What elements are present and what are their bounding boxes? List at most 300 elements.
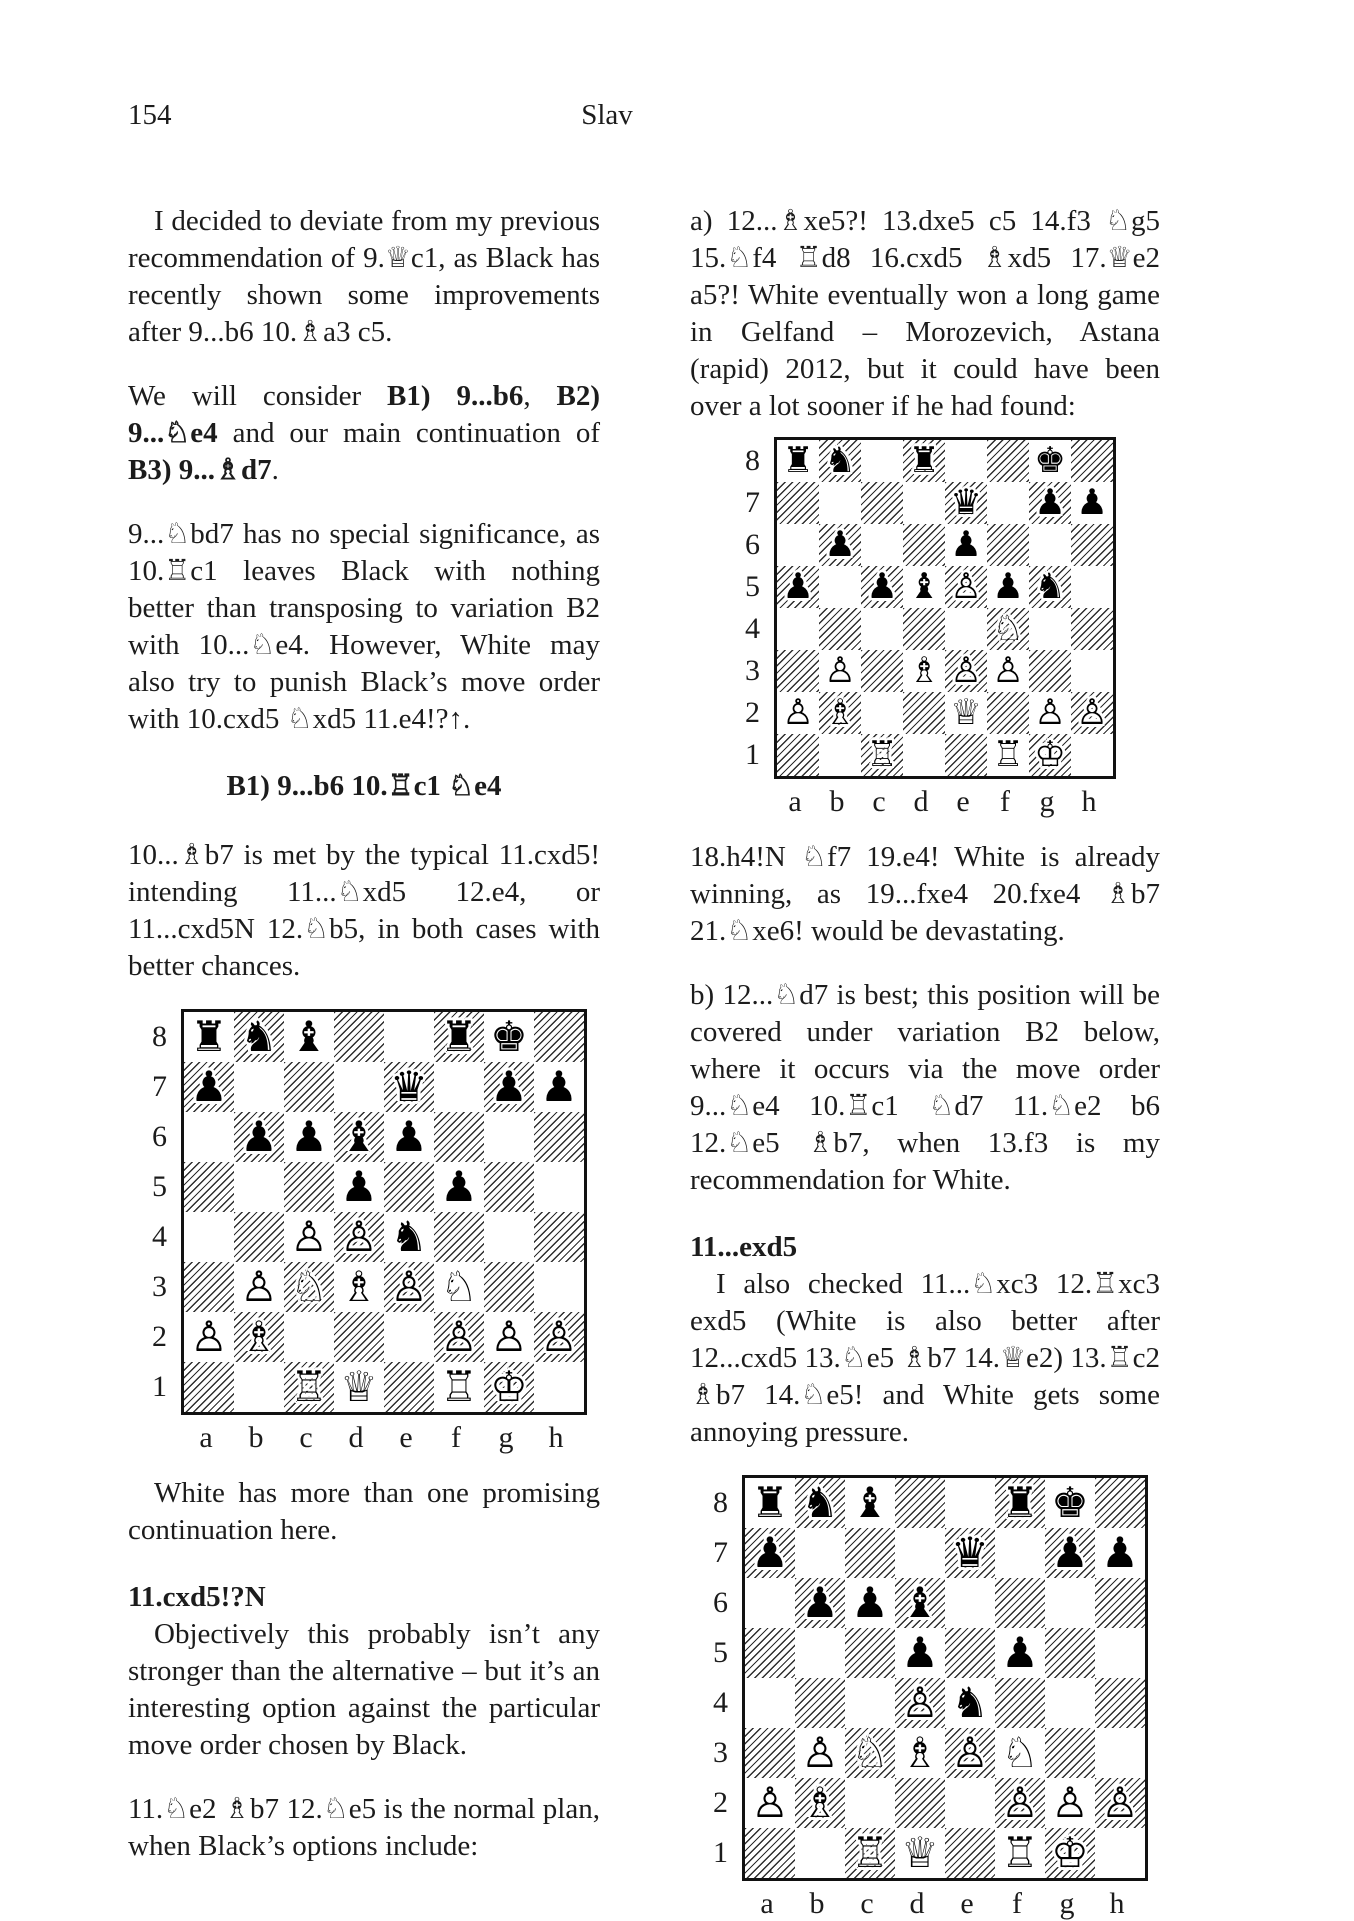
file-label: c: [299, 1421, 313, 1454]
square-c8: [845, 1478, 895, 1528]
square-b2: [819, 692, 861, 734]
square-h4: [1071, 608, 1113, 650]
black-pawn-icon: ♟: [190, 1062, 228, 1111]
square-b4: [234, 1212, 284, 1262]
rank-labels: [702, 1475, 742, 1881]
rank-labels: [141, 1009, 181, 1415]
white-pawn-icon: ♙: [1001, 1778, 1039, 1827]
file-label: h: [548, 1421, 564, 1454]
file-label: g: [1039, 785, 1055, 818]
black-queen-icon: ♛: [950, 482, 982, 524]
black-pawn-icon: ♟: [390, 1112, 428, 1161]
white-pawn-icon: ♙: [950, 650, 982, 692]
white-rook-icon: ♖: [440, 1362, 478, 1411]
square-c1: [284, 1362, 334, 1412]
text-run: 10...♗b7 is met by the typical 11.cxd5! intending 11...♘xd5 12.e4, or 11...cxd5N 12.♘b5, in both cases with better chances.: [128, 839, 600, 982]
square-c6: [284, 1112, 334, 1162]
square-h5: [534, 1162, 584, 1212]
square-f3: [987, 650, 1029, 692]
square-a8: [745, 1478, 795, 1528]
square-a1: [745, 1828, 795, 1878]
square-f5: [434, 1162, 484, 1212]
text-run: I decided to deviate from my previous recommendation of 9.♕c1, as Black has recently shown some improvements after 9...b6 10.♗a3 c5.: [128, 205, 600, 348]
black-queen-icon: ♛: [390, 1062, 428, 1111]
square-f7: [995, 1528, 1045, 1578]
square-h2: [1071, 692, 1113, 734]
square-a3: [777, 650, 819, 692]
square-g6: [1045, 1578, 1095, 1628]
white-pawn-icon: ♙: [782, 692, 814, 734]
square-h1: [1095, 1828, 1145, 1878]
square-c8: [861, 440, 903, 482]
chess-board: [742, 1475, 1148, 1881]
square-b6: [795, 1578, 845, 1628]
square-f6: [434, 1112, 484, 1162]
square-e1: [945, 734, 987, 776]
square-g4: [1029, 608, 1071, 650]
rank-label: 3: [152, 1270, 167, 1303]
bold-text-run: 11.cxd5!?N: [128, 1581, 266, 1613]
rank-label: 8: [745, 444, 760, 477]
square-a4: [184, 1212, 234, 1262]
white-queen-icon: ♕: [340, 1362, 378, 1411]
square-b6: [234, 1112, 284, 1162]
black-knight-icon: ♞: [824, 440, 856, 482]
diagram-grid: [702, 1475, 1148, 1921]
square-a6: [184, 1112, 234, 1162]
square-f8: [995, 1478, 1045, 1528]
square-b8: [819, 440, 861, 482]
white-bishop-icon: ♗: [908, 650, 940, 692]
square-d3: [895, 1728, 945, 1778]
square-a8: [777, 440, 819, 482]
text-run: We will consider: [128, 380, 388, 412]
text-run: .: [271, 454, 279, 486]
chess-board: [774, 437, 1116, 779]
black-pawn-icon: ♟: [992, 566, 1024, 608]
bold-text-run: B1) 9...b6 10.♖c1 ♘e4: [226, 770, 502, 802]
square-h7: [1071, 482, 1113, 524]
white-bishop-icon: ♗: [901, 1728, 939, 1777]
black-knight-icon: ♞: [801, 1478, 839, 1527]
black-queen-icon: ♛: [951, 1528, 989, 1577]
bold-text-run: B1) 9...b6: [387, 380, 524, 412]
square-b4: [819, 608, 861, 650]
white-bishop-icon: ♗: [801, 1778, 839, 1827]
square-b4: [795, 1678, 845, 1728]
paragraph: [128, 837, 600, 985]
square-b7: [819, 482, 861, 524]
square-e1: [384, 1362, 434, 1412]
white-rook-icon: ♖: [866, 734, 898, 776]
text-run: Objectively this probably isn’t any stronger than the alternative – but it’s an interesting option against the particular move order chosen by Black.: [128, 1618, 600, 1761]
white-pawn-icon: ♙: [390, 1262, 428, 1311]
square-d6: [895, 1578, 945, 1628]
square-f4: [995, 1678, 1045, 1728]
square-a1: [777, 734, 819, 776]
square-e4: [945, 608, 987, 650]
diagram-grid: [141, 1009, 587, 1455]
section-heading: [128, 1579, 600, 1616]
square-f2: [995, 1778, 1045, 1828]
black-pawn-icon: ♟: [782, 566, 814, 608]
paragraph: [128, 1616, 600, 1764]
square-g2: [1045, 1778, 1095, 1828]
square-f7: [434, 1062, 484, 1112]
square-a7: [745, 1528, 795, 1578]
square-f5: [995, 1628, 1045, 1678]
black-knight-icon: ♞: [1034, 566, 1066, 608]
white-pawn-icon: ♙: [290, 1212, 328, 1261]
square-g1: [484, 1362, 534, 1412]
rank-label: 7: [152, 1070, 167, 1103]
square-e3: [384, 1262, 434, 1312]
square-f1: [987, 734, 1029, 776]
square-b7: [795, 1528, 845, 1578]
black-pawn-icon: ♟: [240, 1112, 278, 1161]
black-rook-icon: ♜: [782, 440, 814, 482]
square-f1: [995, 1828, 1045, 1878]
square-b5: [819, 566, 861, 608]
text-run: 18.h4!N ♘f7 19.e4! White is already winning, as 19...fxe4 20.fxe4 ♗b7 21.♘xe6! would be devastating.: [690, 841, 1160, 947]
square-b3: [234, 1262, 284, 1312]
square-d2: [903, 692, 945, 734]
black-king-icon: ♚: [1034, 440, 1066, 482]
square-b7: [234, 1062, 284, 1112]
square-h5: [1095, 1628, 1145, 1678]
file-labels: [742, 1887, 1148, 1921]
white-pawn-icon: ♙: [901, 1678, 939, 1727]
black-pawn-icon: ♟: [1051, 1528, 1089, 1577]
square-c7: [845, 1528, 895, 1578]
white-knight-icon: ♘: [290, 1262, 328, 1311]
square-b3: [795, 1728, 845, 1778]
rank-label: 8: [152, 1020, 167, 1053]
square-g4: [1045, 1678, 1095, 1728]
black-rook-icon: ♜: [190, 1012, 228, 1061]
square-f8: [987, 440, 1029, 482]
white-pawn-icon: ♙: [1034, 692, 1066, 734]
black-bishop-icon: ♝: [340, 1112, 378, 1161]
file-label: a: [199, 1421, 213, 1454]
white-bishop-icon: ♗: [240, 1312, 278, 1361]
white-rook-icon: ♖: [290, 1362, 328, 1411]
white-pawn-icon: ♙: [824, 650, 856, 692]
square-c3: [861, 650, 903, 692]
square-c4: [861, 608, 903, 650]
black-pawn-icon: ♟: [901, 1628, 939, 1677]
square-h4: [1095, 1678, 1145, 1728]
black-rook-icon: ♜: [440, 1012, 478, 1061]
square-b8: [234, 1012, 284, 1062]
square-d3: [903, 650, 945, 692]
square-a3: [745, 1728, 795, 1778]
black-pawn-icon: ♟: [1076, 482, 1108, 524]
square-d4: [903, 608, 945, 650]
file-label: b: [809, 1887, 825, 1920]
paragraph: [690, 839, 1160, 950]
white-pawn-icon: ♙: [490, 1312, 528, 1361]
square-e7: [945, 1528, 995, 1578]
paragraph: [128, 516, 600, 738]
paragraph: [128, 203, 600, 351]
square-h4: [534, 1212, 584, 1262]
square-d8: [334, 1012, 384, 1062]
bold-text-run: B3) 9...♗d7: [128, 454, 272, 486]
rank-label: 5: [152, 1170, 167, 1203]
square-c6: [861, 524, 903, 566]
rank-labels: [734, 437, 774, 779]
square-a7: [184, 1062, 234, 1112]
section-heading: [690, 1229, 1160, 1266]
square-g5: [1045, 1628, 1095, 1678]
square-f4: [434, 1212, 484, 1262]
square-f6: [995, 1578, 1045, 1628]
square-h6: [1095, 1578, 1145, 1628]
file-label: f: [1000, 785, 1010, 818]
black-pawn-icon: ♟: [540, 1062, 578, 1111]
square-c7: [284, 1062, 334, 1112]
file-label: d: [913, 785, 929, 818]
square-a6: [745, 1578, 795, 1628]
square-f2: [434, 1312, 484, 1362]
rank-label: 2: [745, 696, 760, 729]
square-g1: [1045, 1828, 1095, 1878]
square-e5: [945, 1628, 995, 1678]
square-a4: [777, 608, 819, 650]
paragraph: [128, 1475, 600, 1549]
square-d2: [334, 1312, 384, 1362]
file-label: d: [909, 1887, 925, 1920]
square-h5: [1071, 566, 1113, 608]
square-b5: [795, 1628, 845, 1678]
white-pawn-icon: ♙: [540, 1312, 578, 1361]
file-labels: [774, 785, 1116, 819]
file-label: f: [1012, 1887, 1022, 1920]
square-g8: [1029, 440, 1071, 482]
white-rook-icon: ♖: [992, 734, 1024, 776]
file-label: e: [399, 1421, 413, 1454]
paragraph: [690, 1266, 1160, 1451]
black-knight-icon: ♞: [951, 1678, 989, 1727]
black-rook-icon: ♜: [1001, 1478, 1039, 1527]
white-king-icon: ♔: [1051, 1828, 1089, 1877]
left-column: [128, 0, 600, 1865]
square-e7: [945, 482, 987, 524]
square-e5: [384, 1162, 434, 1212]
rank-label: 1: [713, 1836, 728, 1869]
file-label: a: [760, 1887, 774, 1920]
black-pawn-icon: ♟: [801, 1578, 839, 1627]
white-king-icon: ♔: [490, 1362, 528, 1411]
white-pawn-icon: ♙: [951, 1728, 989, 1777]
black-bishop-icon: ♝: [908, 566, 940, 608]
white-knight-icon: ♘: [440, 1262, 478, 1311]
black-pawn-icon: ♟: [950, 524, 982, 566]
section-heading: [128, 768, 600, 805]
square-g6: [1029, 524, 1071, 566]
paragraph: [128, 378, 600, 489]
black-pawn-icon: ♟: [1101, 1528, 1139, 1577]
white-pawn-icon: ♙: [801, 1728, 839, 1777]
file-label: g: [498, 1421, 514, 1454]
square-g6: [484, 1112, 534, 1162]
text-run: 11.♘e2 ♗b7 12.♘e5 is the normal plan, when Black’s options include:: [128, 1793, 600, 1862]
file-label: e: [956, 785, 970, 818]
rank-label: 5: [745, 570, 760, 603]
file-label: e: [960, 1887, 974, 1920]
black-pawn-icon: ♟: [866, 566, 898, 608]
square-d4: [895, 1678, 945, 1728]
square-a2: [184, 1312, 234, 1362]
black-pawn-icon: ♟: [440, 1162, 478, 1211]
file-label: h: [1081, 785, 1097, 818]
square-c5: [861, 566, 903, 608]
square-e7: [384, 1062, 434, 1112]
square-c2: [284, 1312, 334, 1362]
square-f2: [987, 692, 1029, 734]
square-g7: [1029, 482, 1071, 524]
square-g2: [1029, 692, 1071, 734]
white-rook-icon: ♖: [851, 1828, 889, 1877]
file-label: b: [248, 1421, 264, 1454]
paragraph: [690, 203, 1160, 425]
rank-label: 4: [152, 1220, 167, 1253]
square-d7: [895, 1528, 945, 1578]
page-number: 154: [128, 99, 172, 131]
white-pawn-icon: ♙: [190, 1312, 228, 1361]
text-run: b) 12...♘d7 is best; this position will be covered under variation B2 below, where it occurs via the move order 9...♘e4 10.♖c1 ♘d7 11.♘e2 b6 12.♘e5 ♗b7, when 13.f3 is my recommendation for White.: [690, 979, 1160, 1196]
square-c3: [845, 1728, 895, 1778]
white-pawn-icon: ♙: [1101, 1778, 1139, 1827]
square-f3: [995, 1728, 1045, 1778]
white-pawn-icon: ♙: [751, 1778, 789, 1827]
white-rook-icon: ♖: [1001, 1828, 1039, 1877]
black-bishop-icon: ♝: [901, 1578, 939, 1627]
square-f1: [434, 1362, 484, 1412]
rank-label: 6: [745, 528, 760, 561]
rank-label: 8: [713, 1486, 728, 1519]
rank-label: 7: [713, 1536, 728, 1569]
square-e8: [945, 1478, 995, 1528]
file-label: c: [872, 785, 886, 818]
square-g8: [484, 1012, 534, 1062]
square-a5: [184, 1162, 234, 1212]
white-pawn-icon: ♙: [340, 1212, 378, 1261]
square-g3: [1045, 1728, 1095, 1778]
square-d5: [903, 566, 945, 608]
square-g7: [484, 1062, 534, 1112]
square-a8: [184, 1012, 234, 1062]
black-rook-icon: ♜: [908, 440, 940, 482]
square-b1: [234, 1362, 284, 1412]
square-e2: [384, 1312, 434, 1362]
square-f8: [434, 1012, 484, 1062]
square-e4: [384, 1212, 434, 1262]
square-d7: [334, 1062, 384, 1112]
square-e1: [945, 1828, 995, 1878]
square-g3: [484, 1262, 534, 1312]
white-pawn-icon: ♙: [1076, 692, 1108, 734]
square-h6: [1071, 524, 1113, 566]
rank-label: 2: [713, 1786, 728, 1819]
square-d3: [334, 1262, 384, 1312]
square-a6: [777, 524, 819, 566]
square-d8: [903, 440, 945, 482]
rank-label: 1: [745, 738, 760, 771]
rank-label: 1: [152, 1370, 167, 1403]
square-b1: [819, 734, 861, 776]
running-head: Slav: [581, 99, 633, 131]
square-c6: [845, 1578, 895, 1628]
white-bishop-icon: ♗: [340, 1262, 378, 1311]
black-bishop-icon: ♝: [851, 1478, 889, 1527]
text-run: 9...♘bd7 has no special significance, as 10.♖c1 leaves Black with nothing better than transposing to variation B2 with 10...♘e4. However, White may also try to punish Black’s move order with 10.cxd5 ♘xd5 11.e4!?↑.: [128, 518, 600, 735]
bold-text-run: 11...exd5: [690, 1231, 798, 1263]
white-queen-icon: ♕: [901, 1828, 939, 1877]
black-pawn-icon: ♟: [340, 1162, 378, 1211]
square-g5: [484, 1162, 534, 1212]
square-b1: [795, 1828, 845, 1878]
black-bishop-icon: ♝: [290, 1012, 328, 1061]
square-h8: [534, 1012, 584, 1062]
square-h6: [534, 1112, 584, 1162]
square-f6: [987, 524, 1029, 566]
square-e2: [945, 1778, 995, 1828]
square-d5: [895, 1628, 945, 1678]
file-labels: [181, 1421, 587, 1455]
file-label: g: [1059, 1887, 1075, 1920]
square-g5: [1029, 566, 1071, 608]
square-a1: [184, 1362, 234, 1412]
text-run: ,: [523, 380, 557, 412]
square-d1: [903, 734, 945, 776]
square-b8: [795, 1478, 845, 1528]
rank-label: 3: [745, 654, 760, 687]
black-pawn-icon: ♟: [824, 524, 856, 566]
text-run: White has more than one promising continuation here.: [128, 1477, 600, 1546]
square-a3: [184, 1262, 234, 1312]
text-run: a) 12...♗xe5?! 13.dxe5 c5 14.f3 ♘g5 15.♘f4 ♖d8 16.cxd5 ♗xd5 17.♕e2 a5?! White eventually won a long game in Gelfand – Morozevich, Astana (rapid) 2012, but it could have been over a lot sooner if he had found:: [690, 205, 1160, 422]
square-a4: [745, 1678, 795, 1728]
white-knight-icon: ♘: [992, 608, 1024, 650]
square-g8: [1045, 1478, 1095, 1528]
square-b3: [819, 650, 861, 692]
square-g7: [1045, 1528, 1095, 1578]
square-h8: [1071, 440, 1113, 482]
rank-label: 6: [713, 1586, 728, 1619]
square-c3: [284, 1262, 334, 1312]
square-g1: [1029, 734, 1071, 776]
text-run: I also checked 11...♘xc3 12.♖xc3 exd5 (White is also better after 12...cxd5 13.♘e5 ♗b7 14.♕e2) 13.♖c2 ♗b7 14.♘e5! and White gets some annoying pressure.: [690, 1268, 1160, 1448]
white-pawn-icon: ♙: [240, 1262, 278, 1311]
square-e5: [945, 566, 987, 608]
black-pawn-icon: ♟: [290, 1112, 328, 1161]
square-h3: [1095, 1728, 1145, 1778]
square-h1: [534, 1362, 584, 1412]
white-pawn-icon: ♙: [440, 1312, 478, 1361]
bold-text-run: B2) 9...♘e4: [128, 380, 600, 449]
square-d5: [334, 1162, 384, 1212]
square-d6: [334, 1112, 384, 1162]
square-g2: [484, 1312, 534, 1362]
white-pawn-icon: ♙: [992, 650, 1024, 692]
square-d8: [895, 1478, 945, 1528]
chess-board: [181, 1009, 587, 1415]
square-f7: [987, 482, 1029, 524]
file-label: h: [1109, 1887, 1125, 1920]
square-d2: [895, 1778, 945, 1828]
